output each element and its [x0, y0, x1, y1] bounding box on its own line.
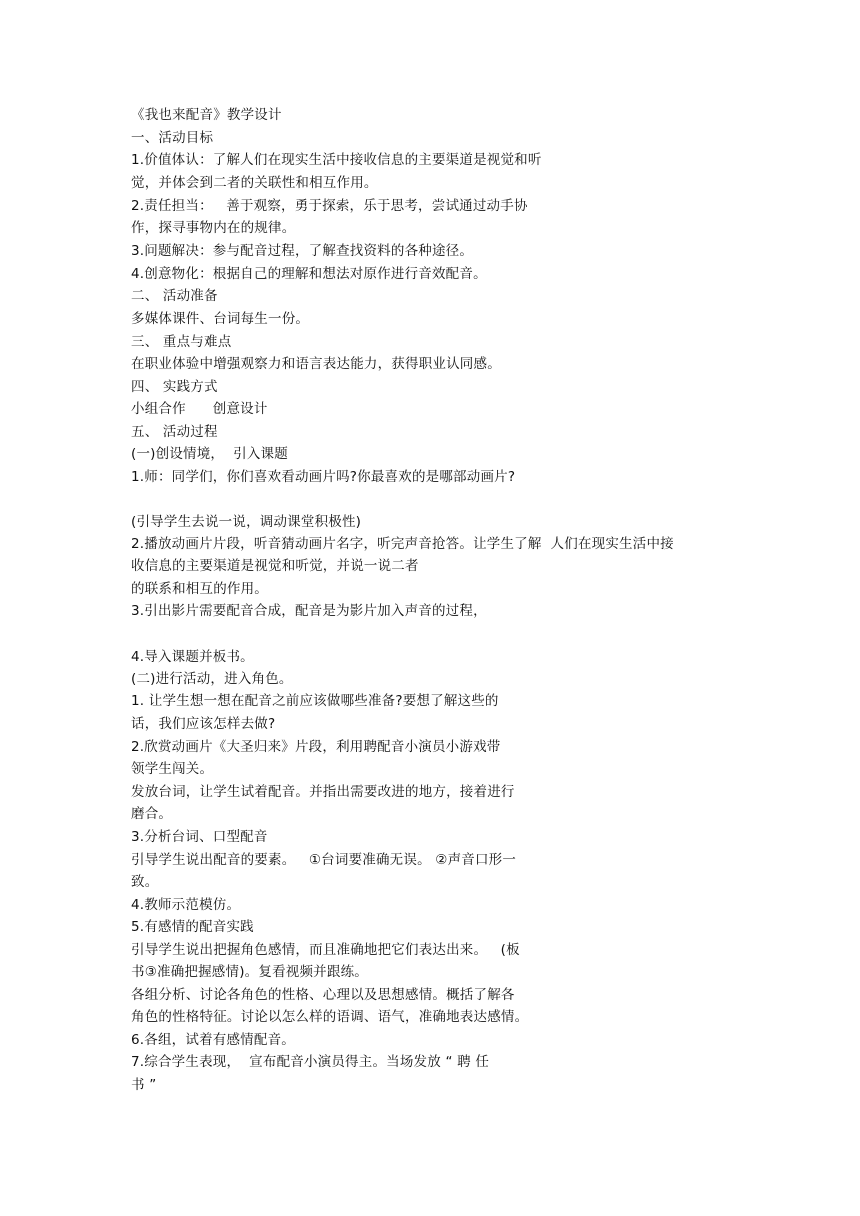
text-line: 2.责任担当： 善于观察，勇于探索，乐于思考，尝试通过动手协: [131, 198, 528, 214]
section-heading: 一、活动目标: [131, 130, 214, 146]
text-line: 2.播放动画片片段，听音猜动画片名字，听完声音抢答。让学生了解 人们在现实生活中接: [131, 536, 674, 552]
text-line: 引导学生说出配音的要素。 ①台词要准确无误。 ②声音口形一: [131, 852, 517, 868]
subsection-heading: (二)进行活动，进入角色。: [131, 671, 293, 687]
section-heading: 四、 实践方式: [131, 379, 218, 395]
text-line: 磨合。: [131, 806, 173, 822]
text-line: 5.有感情的配音实践: [131, 919, 254, 935]
text-line: 书③准确把握感情)。复看视频并跟练。: [131, 964, 368, 980]
text-line: 1.师：同学们，你们喜欢看动画片吗?你最喜欢的是哪部动画片?: [131, 469, 516, 485]
text-line: 各组分析、讨论各角色的性格、心理以及思想感情。概括了解各: [131, 987, 515, 1003]
text-line: 3.问题解决：参与配音过程，了解查找资料的各种途径。: [131, 243, 474, 259]
section-heading: 五、 活动过程: [131, 424, 218, 440]
text-line: 4.导入课题并板书。: [131, 649, 254, 665]
text-line: 多媒体课件、台词每生一份。: [131, 311, 310, 327]
text-line: 引导学生说出把握角色感情，而且准确地把它们表达出来。 (板: [131, 942, 520, 958]
text-line: 1. 让学生想一想在配音之前应该做哪些准备?要想了解这些的: [131, 693, 499, 709]
text-line: 角色的性格特征。讨论以怎么样的语调、语气，准确地表达感情。: [131, 1009, 529, 1025]
text-line: 3.引出影片需要配音合成，配音是为影片加入声音的过程，: [131, 603, 487, 619]
text-line: 3.分析台词、口型配音: [131, 829, 268, 845]
text-line: 发放台词，让学生试着配音。并指出需要改进的地方，接着进行: [131, 784, 515, 800]
document-title: 《我也来配音》教学设计: [131, 107, 282, 123]
text-line: 4.创意物化：根据自己的理解和想法对原作进行音效配音。: [131, 266, 487, 282]
text-line: 收信息的主要渠道是视觉和听觉，并说一说二者: [131, 558, 419, 574]
text-line: 致。: [131, 874, 159, 890]
text-line: 的联系和相互的作用。: [131, 581, 268, 597]
section-heading: 三、 重点与难点: [131, 334, 232, 350]
text-line: 4.教师示范模仿。: [131, 897, 241, 913]
text-line: 2.欣赏动画片《大圣归来》片段，利用聘配音小演员小游戏带: [131, 739, 501, 755]
text-line: 小组合作 创意设计: [131, 401, 268, 417]
text-line: 话，我们应该怎样去做?: [131, 716, 276, 732]
text-line: 6.各组，试着有感情配音。: [131, 1032, 295, 1048]
text-line: 作，探寻事物内在的规律。: [131, 220, 296, 236]
text-line: 领学生闯关。: [131, 761, 214, 777]
subsection-heading: (一)创设情境， 引入课题: [131, 446, 288, 462]
text-line: 书 ”: [131, 1077, 157, 1093]
text-line: (引导学生去说一说，调动课堂积极性): [131, 514, 362, 530]
text-line: 觉，并体会到二者的关联性和相互作用。: [131, 175, 378, 191]
section-heading: 二、 活动准备: [131, 288, 218, 304]
text-line: 7.综合学生表现， 宣布配音小演员得主。当场发放 “ 聘 任: [131, 1054, 490, 1070]
text-line: 在职业体验中增强观察力和语言表达能力，获得职业认同感。: [131, 356, 501, 372]
text-line: 1.价值体认：了解人们在现实生活中接收信息的主要渠道是视觉和听: [131, 152, 542, 168]
